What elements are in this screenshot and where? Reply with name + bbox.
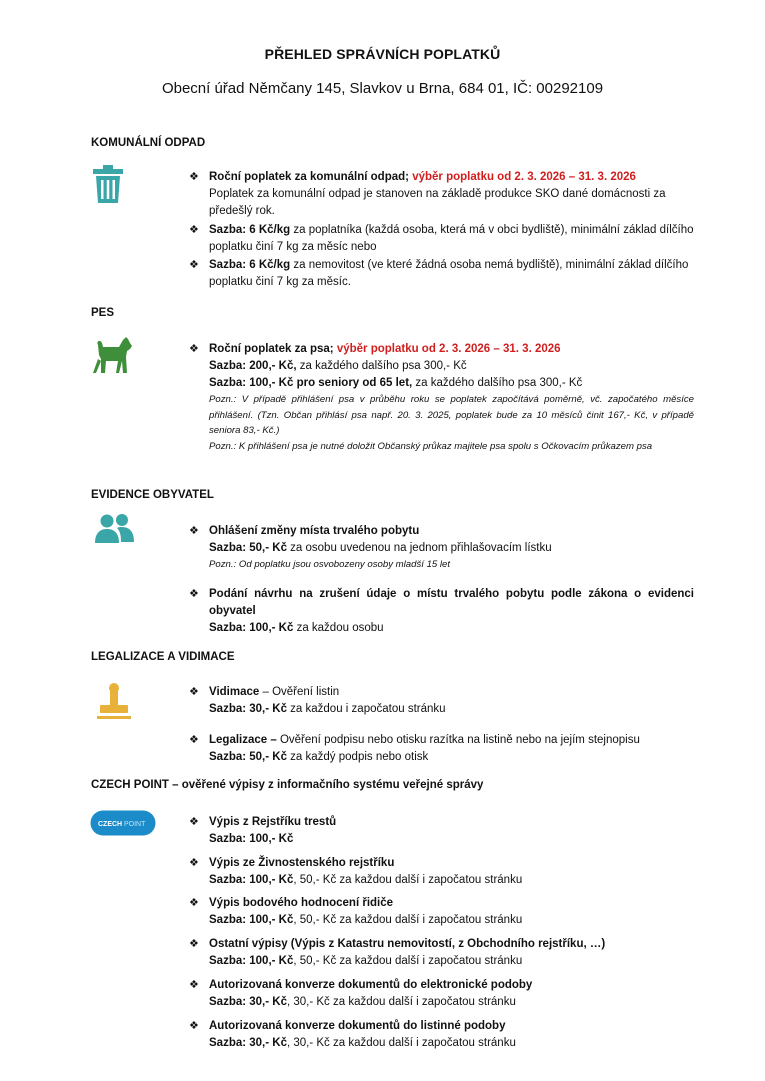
dog-item-annual: ❖ Roční poplatek za psa; výběr poplatku od 2. 3. 2026 – 31. 3. 2026 Sazba: 200,- Kč, za každého dalšího psa 300,- Kč Sazba: 100,- Kč pro seniory od 65 let, za každého dalšího psa 300,- Kč Pozn.: V případě přihlášení psa v průběhu roku se poplatek započítává poměrně, vč. započatého měsíce přihlášení. (Tzn. Občan přihlásí psa např. 20. 3. 2025, poplatek bude za 10 měsíců činit 167,- Kč, v případě seniora 83,- Kč.) Pozn.: K přihlášení psa je nutné doložit Občanský průkaz majitele psa spolu s Očkovacím průkazem psa bbox=[209, 341, 694, 454]
waste-item-rate-person: ❖ Sazba: 6 Kč/kg za poplatníka (každá osoba, která má v obci bydliště), minimální základ dílčího poplatku činí 7 kg za měsíc nebo bbox=[189, 224, 694, 253]
czechpoint-item-trade-register: ❖ Výpis ze Živnostenského rejstříku Sazba: 100,- Kč, 50,- Kč za každou další i započatou stránku bbox=[189, 857, 523, 886]
bullet-icon: ❖ bbox=[189, 588, 199, 600]
czech-point-logo-text-b: POINT bbox=[124, 821, 146, 828]
dog-note-proration: Pozn.: V případě přihlášení psa v průběhu roku se poplatek započítává poměrně, vč. započatého měsíce přihlášení. (Tzn. Občan přihlásí psa např. 20. 3. 2025, poplatek bude za 10 měsíců činit 167,- Kč, v případě seniora 83,- Kč.) bbox=[209, 394, 694, 436]
waste-item-annual: ❖ Roční poplatek za komunální odpad; výběr poplatku od 2. 3. 2026 – 31. 3. 2026 Poplatek za komunální odpad je stanoven na základě produkce SKO dané domácnosti za předešlý rok. bbox=[189, 171, 666, 217]
residents-item-change-residence: ❖ Ohlášení změny místa trvalého pobytu Sazba: 50,- Kč za osobu uvedenou na jednom přihlašovacím lístku Pozn.: Od poplatku jsou osvobozeny osoby mladší 15 let bbox=[189, 525, 552, 570]
residents-item-cancel-residence: ❖ Podání návrhu na zrušení údaje o místu trvalého pobytu podle zákona o evidenci obyvatel Sazba: 100,- Kč za každou osobu bbox=[189, 588, 694, 634]
bullet-icon: ❖ bbox=[189, 686, 199, 698]
trash-can-icon bbox=[92, 165, 124, 203]
bullet-icon: ❖ bbox=[189, 857, 199, 869]
bullet-icon: ❖ bbox=[189, 171, 199, 183]
legal-item-legalizace: ❖ Legalizace – Ověření podpisu nebo otisku razítka na listině nebo na jejím stejnopisu Sazba: 50,- Kč za každý podpis nebo otisk bbox=[189, 734, 640, 763]
bullet-icon: ❖ bbox=[189, 343, 199, 355]
bullet-icon: ❖ bbox=[189, 816, 199, 828]
page-title: PŘEHLED SPRÁVNÍCH POPLATKŮ bbox=[264, 46, 501, 62]
czechpoint-item-other-extracts: ❖ Ostatní výpisy (Výpis z Katastru nemovitostí, z Obchodního rejstříku, …) Sazba: 100,- Kč, 50,- Kč za každou další i započatou stránku bbox=[189, 938, 606, 967]
czech-point-logo-text-a: CZECH bbox=[98, 821, 123, 828]
bullet-icon: ❖ bbox=[189, 224, 199, 236]
czechpoint-item-criminal-record: ❖ Výpis z Rejstříku trestů Sazba: 100,- Kč bbox=[189, 816, 337, 845]
bullet-icon: ❖ bbox=[189, 979, 199, 991]
section-heading-residents: EVIDENCE OBYVATEL bbox=[91, 489, 214, 501]
section-heading-dog: PES bbox=[91, 307, 115, 319]
section-heading-czechpoint: CZECH POINT – ověřené výpisy z informačního systému veřejné správy bbox=[91, 779, 484, 791]
stamp-icon bbox=[97, 683, 131, 721]
page-subtitle: Obecní úřad Němčany 145, Slavkov u Brna, 684 01, IČ: 00292109 bbox=[161, 80, 604, 97]
czechpoint-item-paper-conversion: ❖ Autorizovaná konverze dokumentů do listinné podoby Sazba: 30,- Kč, 30,- Kč za každou další i započatou stránku bbox=[189, 1020, 516, 1049]
bullet-icon: ❖ bbox=[189, 259, 199, 271]
czechpoint-item-electronic-conversion: ❖ Autorizovaná konverze dokumentů do elektronické podoby Sazba: 30,- Kč, 30,- Kč za každou další i započatou stránku bbox=[189, 979, 533, 1008]
bullet-icon: ❖ bbox=[189, 938, 199, 950]
bullet-icon: ❖ bbox=[189, 525, 199, 537]
bullet-icon: ❖ bbox=[189, 1020, 199, 1032]
waste-item-rate-property: ❖ Sazba: 6 Kč/kg za nemovitost (ve které žádná osoba nemá bydliště), minimální základ dílčího poplatku činí 7 kg za měsíc. bbox=[189, 259, 689, 288]
people-icon bbox=[95, 513, 135, 543]
bullet-icon: ❖ bbox=[189, 897, 199, 909]
czech-point-logo-icon bbox=[90, 810, 156, 836]
czechpoint-item-driver-points: ❖ Výpis bodového hodnocení řidiče Sazba: 100,- Kč, 50,- Kč za každou další i započatou stránku bbox=[189, 897, 523, 926]
section-heading-legal: LEGALIZACE A VIDIMACE bbox=[91, 651, 235, 663]
dog-note-documents: Pozn.: K přihlášení psa je nutné doložit Občanský průkaz majitele psa spolu s Očkovacím průkazem psa bbox=[209, 440, 653, 452]
section-heading-waste: KOMUNÁLNÍ ODPAD bbox=[91, 137, 206, 149]
legal-item-vidimace: ❖ Vidimace – Ověření listin Sazba: 30,- Kč za každou i započatou stránku bbox=[189, 686, 446, 715]
bullet-icon: ❖ bbox=[189, 734, 199, 746]
dog-icon bbox=[92, 337, 134, 375]
